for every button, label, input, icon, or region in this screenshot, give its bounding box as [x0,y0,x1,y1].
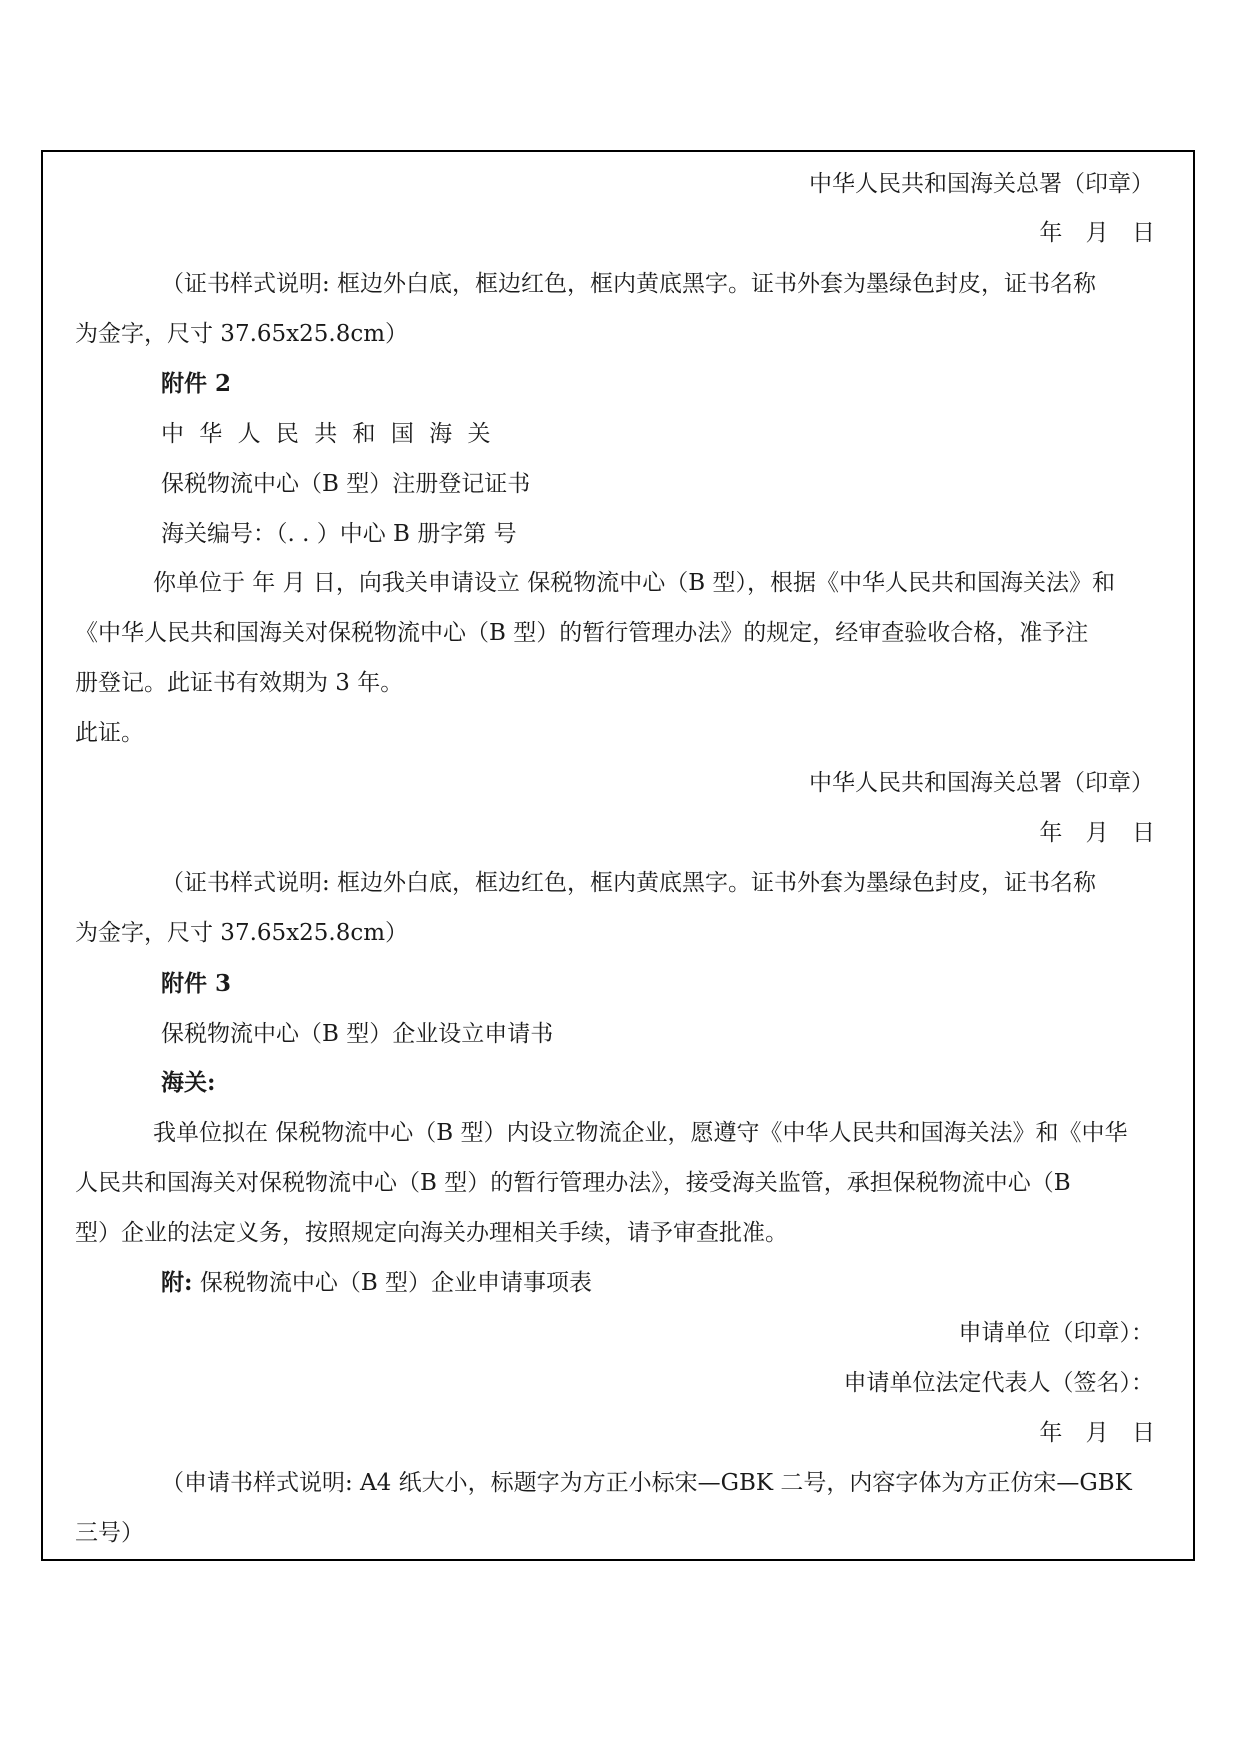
customs-number: 海关编号：（. . ）中心 B 册字第 号 [161,521,517,547]
style-note-line: 为金字，尺寸 37.65x25.8cm） [75,321,409,347]
attachment-text: 保税物流中心（B 型）企业申请事项表 [199,1270,593,1296]
body-paragraph-line: 你单位于 年 月 日，向我关申请设立 保税物流中心（B 型），根据《中华人民共和国海关法》和 [153,570,1115,596]
attachment-reference [161,1268,592,1298]
seal-line: 中华人民共和国海关总署（印章） [809,770,1154,796]
body-paragraph-line: 人民共和国海关对保税物流中心（B 型）的暂行管理办法》，接受海关监管，承担保税物流中心（B [75,1170,1071,1196]
applicant-seal-line: 申请单位（印章）： [958,1320,1154,1346]
attachment-label: 附: [161,1269,193,1296]
representative-signature-line: 申请单位法定代表人（签名）： [843,1370,1154,1396]
body-paragraph-line: 型）企业的法定义务，按照规定向海关办理相关手续，请予审查批准。 [75,1220,788,1246]
attachment-heading: 附件 3 [161,970,232,997]
certificate-subtitle: 保税物流中心（B 型）注册登记证书 [161,471,531,497]
date-line: 年 月 日 [1039,220,1163,246]
style-note-line: （证书样式说明: 框边外白底，框边红色，框内黄底黑字。证书外套为墨绿色封皮，证书名称 [161,271,1097,297]
style-note-line: 三号） [75,1520,144,1546]
document-frame [41,150,1195,1561]
attachment-heading: 附件 2 [161,370,232,397]
style-note-line: （证书样式说明: 框边外白底，框边红色，框内黄底黑字。证书外套为墨绿色封皮，证书名称 [161,870,1097,896]
application-title: 保税物流中心（B 型）企业设立申请书 [161,1021,554,1047]
body-paragraph-line: 《中华人民共和国海关对保税物流中心（B 型）的暂行管理办法》的规定，经审查验收合格，准予注 [75,620,1089,646]
body-paragraph-line: 册登记。此证书有效期为 3 年。 [75,670,404,696]
style-note-line: 为金字，尺寸 37.65x25.8cm） [75,920,409,946]
certify-line: 此证。 [75,720,144,746]
date-line: 年 月 日 [1039,1420,1163,1446]
certificate-title: 中 华 人 民 共 和 国 海 关 [161,421,495,447]
style-note-line: （申请书样式说明: A4 纸大小，标题字为方正小标宋—GBK 二号，内容字体为方正仿宋—GBK [161,1470,1132,1496]
addressee: 海关: [161,1069,216,1096]
body-paragraph-line: 我单位拟在 保税物流中心（B 型）内设立物流企业，愿遵守《中华人民共和国海关法》和《中华 [153,1120,1128,1146]
seal-line: 中华人民共和国海关总署（印章） [809,171,1154,197]
date-line: 年 月 日 [1039,820,1163,846]
